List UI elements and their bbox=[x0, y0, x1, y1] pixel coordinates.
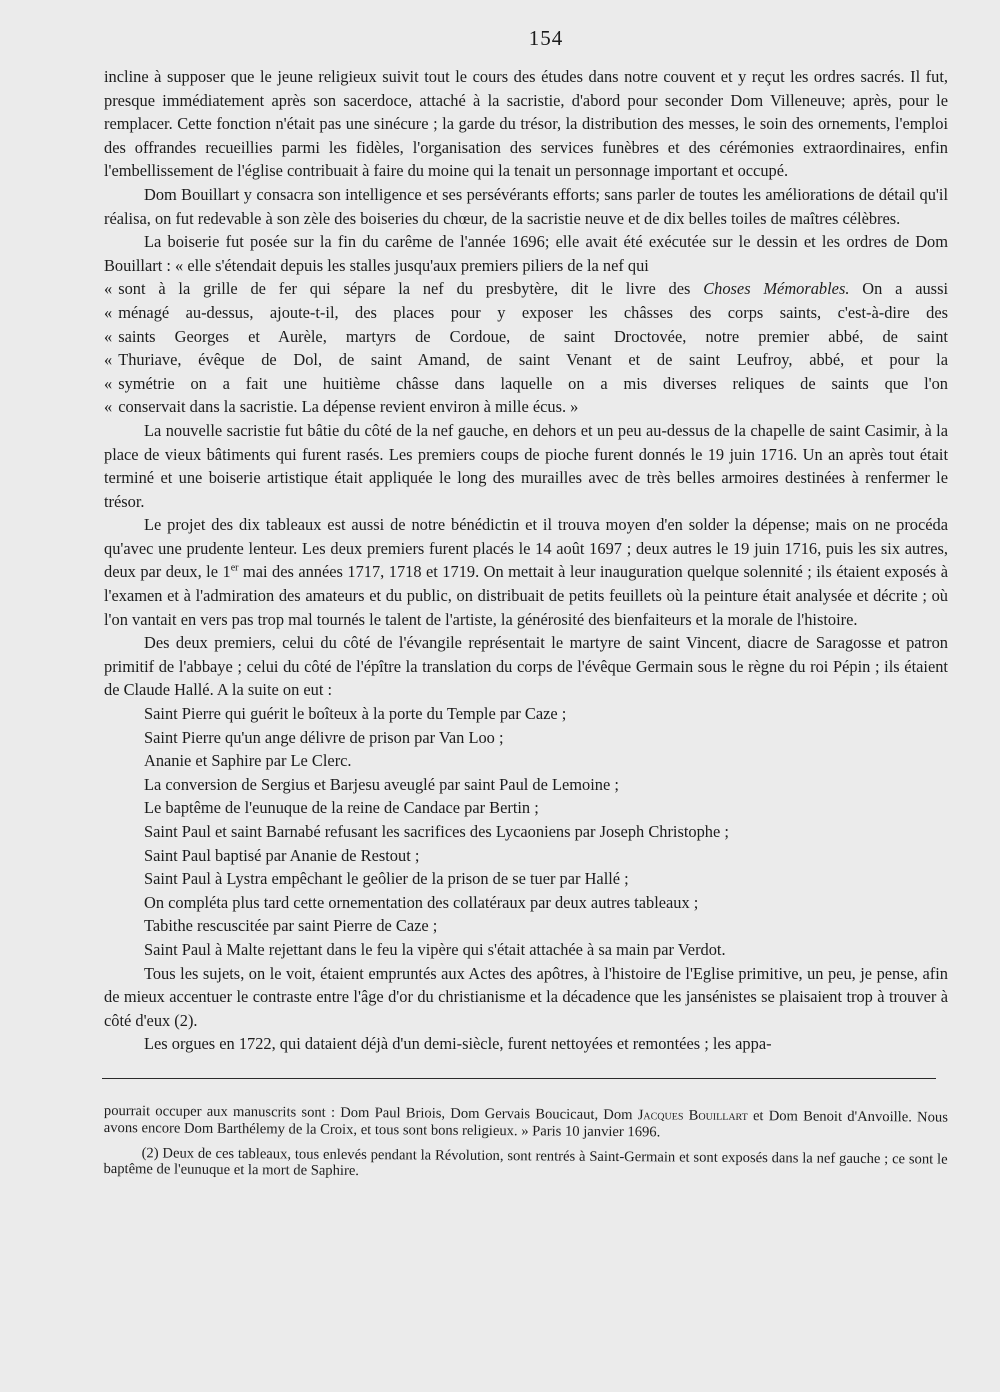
list-item: Saint Paul baptisé par Ananie de Restout ; bbox=[144, 845, 420, 865]
list-item: Saint Pierre qu'un ange délivre de prison par Van Loo ; bbox=[144, 727, 504, 747]
paragraph-8: Les orgues en 1722, qui dataient déjà d'un demi-siècle, furent nettoyées et remontées ; les appa- bbox=[144, 1034, 772, 1054]
quote-line: « saints Georges et Aurèle, martyrs de Cordoue, de saint Droctovée, notre premier abbé, de saint bbox=[104, 326, 948, 346]
list-item: Saint Pierre qui guérit le boîteux à la porte du Temple par Caze ; bbox=[144, 704, 567, 724]
book-title: Choses Mémorables. bbox=[703, 279, 850, 299]
paragraph-3 bbox=[104, 230, 948, 419]
quote-marker: « bbox=[104, 350, 113, 370]
list-item: Saint Paul à Malte rejettant dans le feu la vipère qui s'était attachée à sa main par Verdot. bbox=[144, 939, 726, 959]
list-item: Saint Paul et saint Barnabé refusant les sacrifices des Lycaoniens par Joseph Christophe ; bbox=[144, 822, 729, 841]
list-item: On compléta plus tard cette ornementation des collatéraux par deux autres tableaux ; bbox=[144, 892, 699, 912]
paragraph-5: Le projet des dix tableaux est aussi de notre bénédictin et il trouva moyen d'en solder la dépense; mais on ne procéda qu'avec une prudente lenteur. Les deux premiers furent placés le 14 août 1697 ; deux autres le 19 juin 1716, puis les six autres, deux par deux, le 1er mai des années 1717, 1718 et 1719. On mettait à leur inauguration quelque solennité ; ils étaient exposés à l'examen et à l'admiration des amateurs et du public, on distribuait de petits feuillets où la peinture était analysée et décrite ; où l'on vantait en vers pas trop mal tournés le talent de l'artiste, la générosité des bienfaiteurs et la morale de l'histoire. bbox=[104, 515, 948, 629]
list-item: Tabithe rescuscitée par saint Pierre de Caze ; bbox=[144, 916, 438, 936]
quote-marker: « bbox=[104, 397, 113, 417]
paragraph-6: Des deux premiers, celui du côté de l'évangile représentait le martyre de saint Vincent, diacre de Saragosse et patron primitif de l'abbaye ; celui du côté de l'épître la translation du corps de l'évêque Germain sous le règne du roi Pépin ; ils étaient de Claude Hallé. A la suite on eut : bbox=[104, 633, 948, 700]
quote-line: « ménagé au-dessus, ajoute-t-il, des places pour y exposer les châsses des corps saints, c'est-à-dire des bbox=[104, 302, 948, 322]
paintings-list bbox=[104, 702, 948, 962]
paragraph-2: Dom Bouillart y consacra son intelligence et ses persévérants efforts; sans parler de toutes les améliorations de détail qu'il réalisa, on fut redevable à son zèle des boiseries du chœur, de la sacristie neuve et de dix belles toiles de maîtres célèbres. bbox=[104, 184, 948, 228]
quote-marker: « bbox=[104, 279, 113, 299]
paragraph-4: La nouvelle sacristie fut bâtie du côté de la nef gauche, en dehors et un peu au-dessus de la chapelle de saint Casimir, à la place de vieux bâtiments qui furent rasés. Les premiers coups de pioche furent donnés le 19 juin 1716. Un an après tout était terminé et une boiserie artistique était appliquée le long des murailles avec de très belles armoires destinées à renfermer le trésor. bbox=[104, 420, 948, 511]
quote-line: « conservait dans la sacristie. La dépense revient environ à mille écus. » bbox=[104, 397, 579, 417]
footnote-2: (2) Deux de ces tableaux, tous enlevés pendant la Révolution, sont rentrés à Saint-Germain et sont exposés dans la nef gauche ; ce sont le baptême de l'eunuque et la mort de Saphire. bbox=[103, 1144, 948, 1180]
list-item: Saint Paul à Lystra empêchant le geôlier de la prison de se tuer par Hallé ; bbox=[144, 869, 629, 889]
quote-marker: « bbox=[104, 373, 113, 393]
main-text bbox=[104, 65, 948, 1056]
footnote-separator bbox=[102, 1078, 936, 1079]
footnote-1: pourrait occuper aux manuscrits sont : Dom Paul Briois, Dom Gervais Boucicaut, Dom Jacques Bouillart et Dom Benoit d'Anvoille. Nous avons encore Dom Barthélemy de la Croix, et tous sont bons religieux. » Paris 10 janvier 1696. bbox=[103, 1102, 948, 1141]
list-item: La conversion de Sergius et Barjesu aveuglé par saint Paul de Lemoine ; bbox=[144, 774, 619, 794]
small-caps-name: Jacques Bouillart bbox=[637, 1107, 748, 1124]
page-number: 154 bbox=[528, 26, 564, 50]
quote-marker: « bbox=[104, 326, 113, 346]
paragraph-1: incline à supposer que le jeune religieux suivit tout le cours des études dans notre couvent et y reçut les ordres sacrés. Il fut, presque immédiatement après son sacerdoce, attaché à la sacristie, d'abord pour seconder Dom Villeneuve; après, pour le remplacer. Cette fonction n'était pas une sinécure ; la garde du trésor, la distribution des messes, le soin des ornements, l'emploi des offrandes recueillies parmi les fidèles, l'organisation des services funèbres et des cérémonies extraordinaires, enfin l'embellissement de l'église contribuait à faire du moine qui la tenait un personnage important et occupé. bbox=[104, 67, 948, 181]
footnotes bbox=[103, 1103, 948, 1185]
quote-line: « Thuriave, évêque de Dol, de saint Amand, de saint Venant et de saint Leufroy, abbé, et pour la bbox=[104, 350, 948, 370]
list-item: Ananie et Saphire par Le Clerc. bbox=[144, 751, 352, 771]
paragraph-7: Tous les sujets, on le voit, étaient empruntés aux Actes des apôtres, à l'histoire de l'Eglise primitive, un peu, je pense, afin de mieux accentuer le contraste entre l'âge d'or du christianisme et la décadence que les jansénistes se plaisaient trop à trouver à côté d'eux (2). bbox=[104, 963, 948, 1030]
quote-line: « symétrie on a fait une huitième châsse dans laquelle on a mis diverses reliques de saints que l'on bbox=[104, 373, 948, 393]
list-item: Le baptême de l'eunuque de la reine de Candace par Bertin ; bbox=[144, 798, 539, 818]
paragraph-3-intro: La boiserie fut posée sur la fin du carême de l'année 1696; elle avait été exécutée sur le dessin et les ordres de Dom Bouillart : « elle s'étendait depuis les stalles jusqu'aux premiers piliers de la nef qui bbox=[104, 232, 948, 275]
quote-marker: « bbox=[104, 302, 113, 322]
superscript: er bbox=[230, 563, 239, 574]
quote-line: « sont à la grille de fer qui sépare la nef du presbytère, dit le livre des Choses Mémorables. On a aussi bbox=[104, 279, 948, 299]
